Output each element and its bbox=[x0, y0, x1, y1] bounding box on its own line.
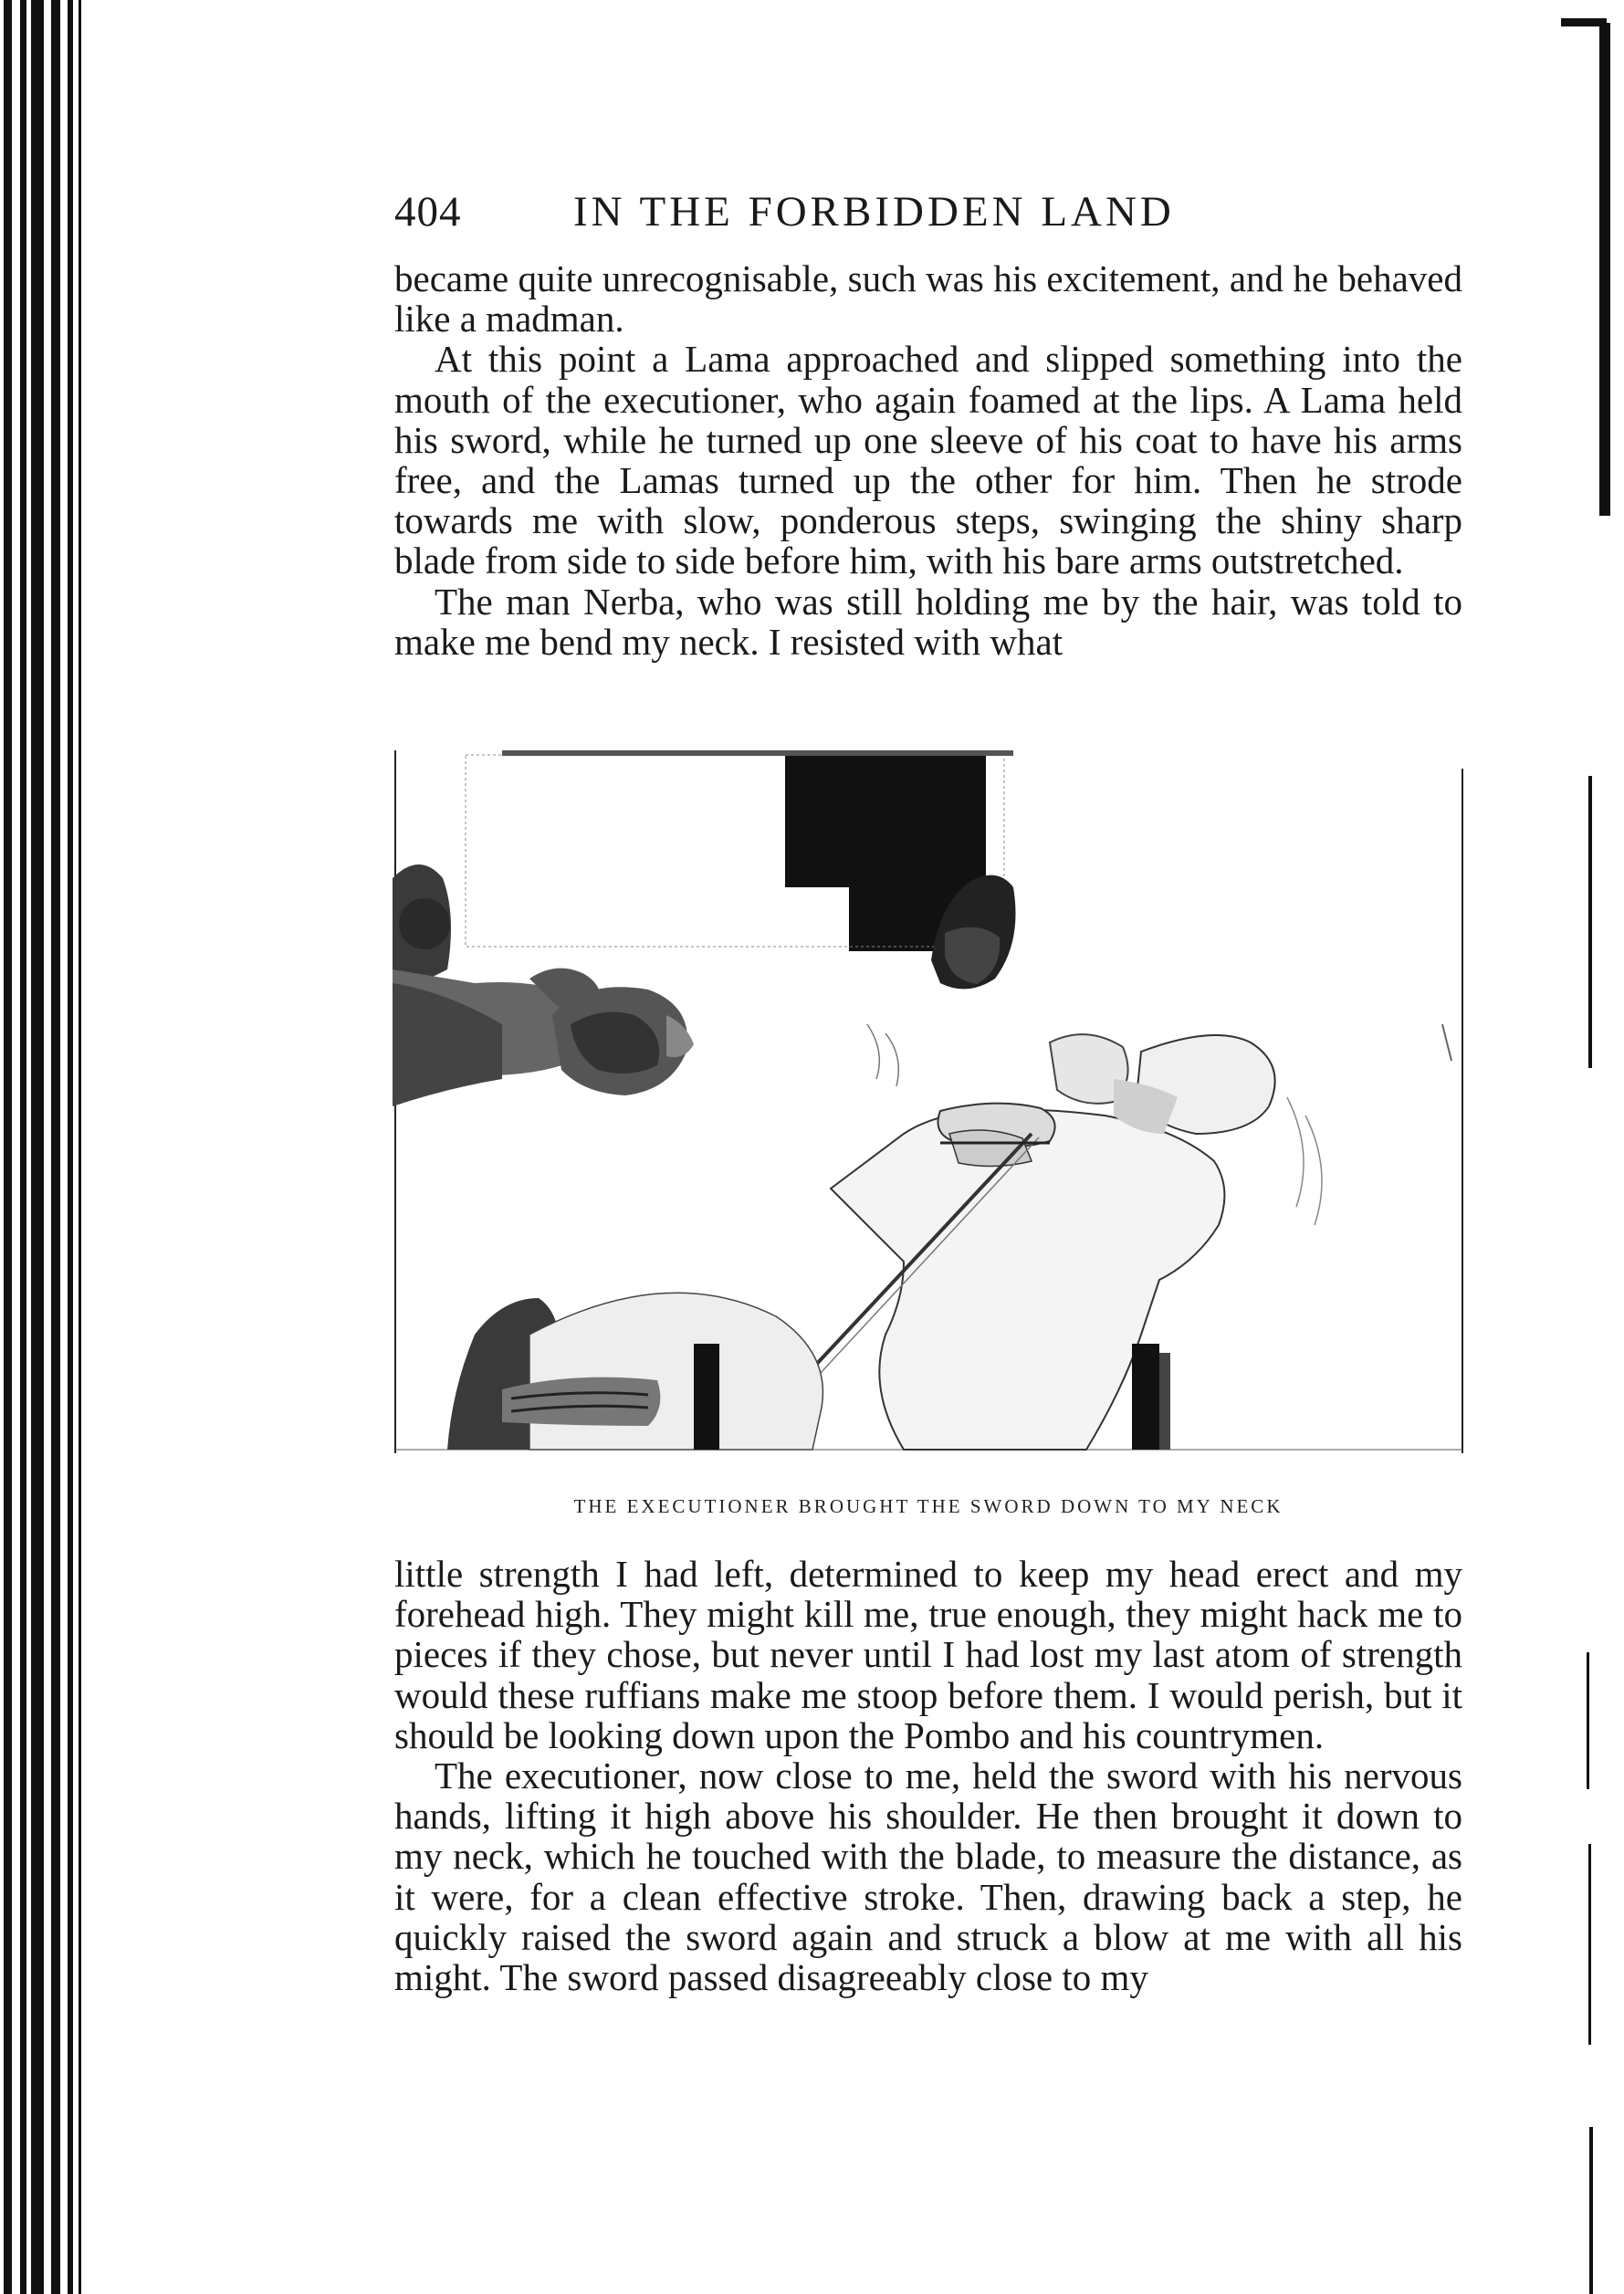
binding-edge bbox=[0, 0, 100, 2294]
illustration-caption: THE EXECUTIONER BROUGHT THE SWORD DOWN TO MY NECK bbox=[573, 1495, 1283, 1517]
paragraph: little strength I had left, determined to keep my head erect and my forehead high. They might kill me, true enough, they might hack me to pieces if they chose, but never until I had lost my last atom of strength would these ruffians make me stoop before them. I would perish, but it should be looking down upon the Pombo and his countrymen. bbox=[394, 1553, 1462, 1756]
paragraph: At this point a Lama approached and slipped something into the mouth of the executioner, who again foamed at the lips. A Lama held his sword, while he turned up one sleeve of his coat to have his arms free, and the Lamas turned up the other for him. Then he strode towards me with slow, ponderous steps, swinging the shiny sharp blade from side to side before him, with his bare arms outstretched. bbox=[394, 338, 1462, 582]
illustration bbox=[393, 750, 1466, 1453]
page-edge-mark bbox=[1561, 18, 1607, 26]
page-edge-mark bbox=[1599, 23, 1610, 516]
text-block-top bbox=[394, 258, 1462, 662]
page-edge-mark bbox=[1589, 2127, 1593, 2294]
running-header bbox=[394, 187, 1462, 242]
page-number: 404 bbox=[394, 188, 462, 236]
paragraph: became quite unrecognisable, such was his excitement, and he behaved like a madman. bbox=[394, 257, 1462, 340]
paragraph: The man Nerba, who was still holding me by the hair, was told to make me bend my neck. I resisted with what bbox=[394, 580, 1462, 663]
paragraph: The executioner, now close to me, held the sword with his nervous hands, lifting it high above his shoulder. He then brought it down to my neck, which he touched with the blade, to measure the distance, as it were, for a clean effective stroke. Then, drawing back a step, he quickly raised the sword again and struck a blow at me with all his might. The sword passed disagreeably close to my bbox=[394, 1755, 1462, 1999]
page-edge-mark bbox=[1588, 1844, 1591, 2045]
page-edge-mark bbox=[1588, 776, 1592, 1068]
illustration-drawing bbox=[393, 750, 1466, 1453]
page-edge-mark bbox=[1587, 1652, 1589, 1789]
running-title: IN THE FORBIDDEN LAND bbox=[573, 188, 1175, 236]
text-block-bottom bbox=[394, 1554, 1462, 1997]
